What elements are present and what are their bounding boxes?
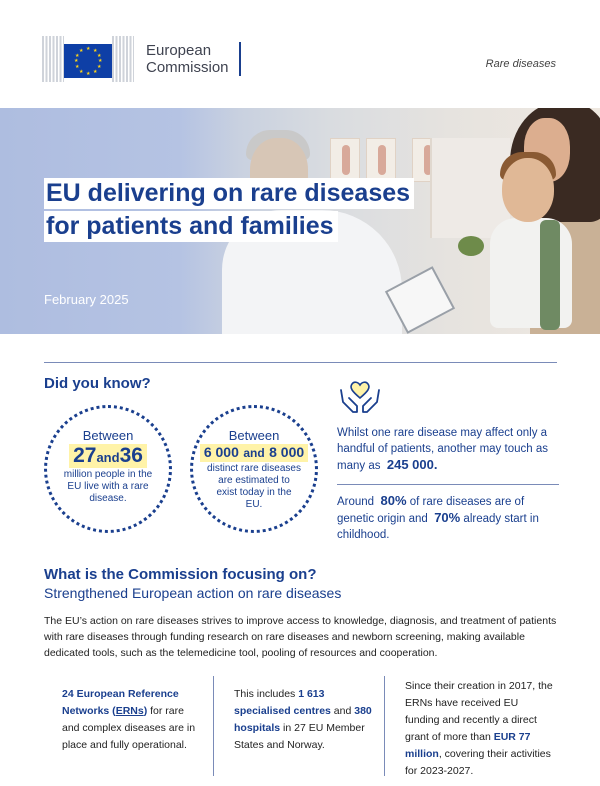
stat-description: million people in the EU live with a rare disease. [63,469,153,504]
col3-suffix: , covering their activities for 2023-2027. [405,748,551,777]
stat-number: 27 [73,444,97,467]
stat-highlight [69,444,147,468]
stat-circle-diseases [190,405,318,533]
logo-line-european: European [146,42,212,59]
stat-number: 36 [119,444,143,467]
col2-hospitals: 380 hospitals [234,705,372,734]
fact-prevalence [337,425,559,474]
focus-subheading: Strengthened European action on rare diseases [44,585,342,601]
fact-prevalence-text: Whilst one rare disease may affect only a handful of patients, another may touch as many as [337,427,548,472]
fact-prevalence-number: 245 000. [386,457,438,472]
page-header [0,0,600,108]
column-erns [62,686,202,754]
col3-prefix: Since their creation in 2017, the ERNs have received EU funding and recently a direct grant of more than [405,680,553,743]
logo-wordmark [146,42,229,76]
focus-heading: What is the Commission focusing on? [44,566,317,583]
logo-line-commission: Commission [146,59,229,76]
fact-genetic-origin [337,493,559,543]
col2-mid: and [330,705,355,717]
fact-genetic-pct: 80% [380,493,407,508]
column-centres [234,686,374,754]
european-commission-logo[interactable] [42,36,241,82]
col2-suffix: in 27 EU Member States and Norway. [234,722,365,751]
col2-prefix: This includes [234,688,299,700]
stat-intro: Between [82,428,134,443]
eu-flag-icon: ★ ★ ★ ★ ★ ★ ★ ★ ★ ★ ★ ★ [64,44,112,78]
col2-centres: 1 613 specialised centres [234,688,331,717]
col1-text: for rare and complex diseases are in place and fully operational. [62,705,196,751]
column-funding [405,678,553,780]
fact-genetic-mid: of rare diseases are of genetic origin and [337,496,525,525]
section-divider [44,362,557,363]
col3-amount: EUR 77 million [405,731,531,760]
fact-childhood-suffix: already start in childhood. [337,513,539,541]
fact-genetic-prefix: Around [337,496,375,508]
column-divider [384,676,385,776]
stat-description: distinct rare diseases are estimated to exist today in the EU. [207,463,301,510]
focus-paragraph: The EU’s action on rare diseases strives to improve access to knowledge, diagnosis, and treatment of patients with rare diseases through funding research on rare diseases and newborn screening, making available dedicated tools, such as the telemedicine tool, pooling of resources and cooperation. [44,615,557,659]
topic-label: Rare diseases [485,58,556,70]
page-title-line1: EU delivering on rare diseases [44,178,414,209]
ec-emblem-icon [42,36,134,82]
page-title [44,178,414,244]
stat-connector: and [96,450,120,465]
erns-link[interactable]: ERNs [115,705,144,717]
stat-number: 6 000 [203,444,239,460]
heart-hands-icon [335,376,385,418]
page-title-line2: for patients and families [44,211,338,242]
stat-highlight [200,444,308,462]
stat-number: 8 000 [269,444,305,460]
publication-date: February 2025 [44,292,129,307]
stat-circle-patients [44,405,172,533]
stat-intro: Between [228,428,280,443]
fact-divider [337,484,559,485]
stat-connector: and [243,446,265,460]
did-you-know-heading: Did you know? [44,375,151,392]
col1-bold: 24 European Reference Networks ( [62,688,179,717]
logo-divider [239,42,241,76]
col1-bold-end: ) [143,705,148,717]
fact-childhood-pct: 70% [434,510,461,525]
child-illustration [470,148,580,334]
column-divider [213,676,214,776]
